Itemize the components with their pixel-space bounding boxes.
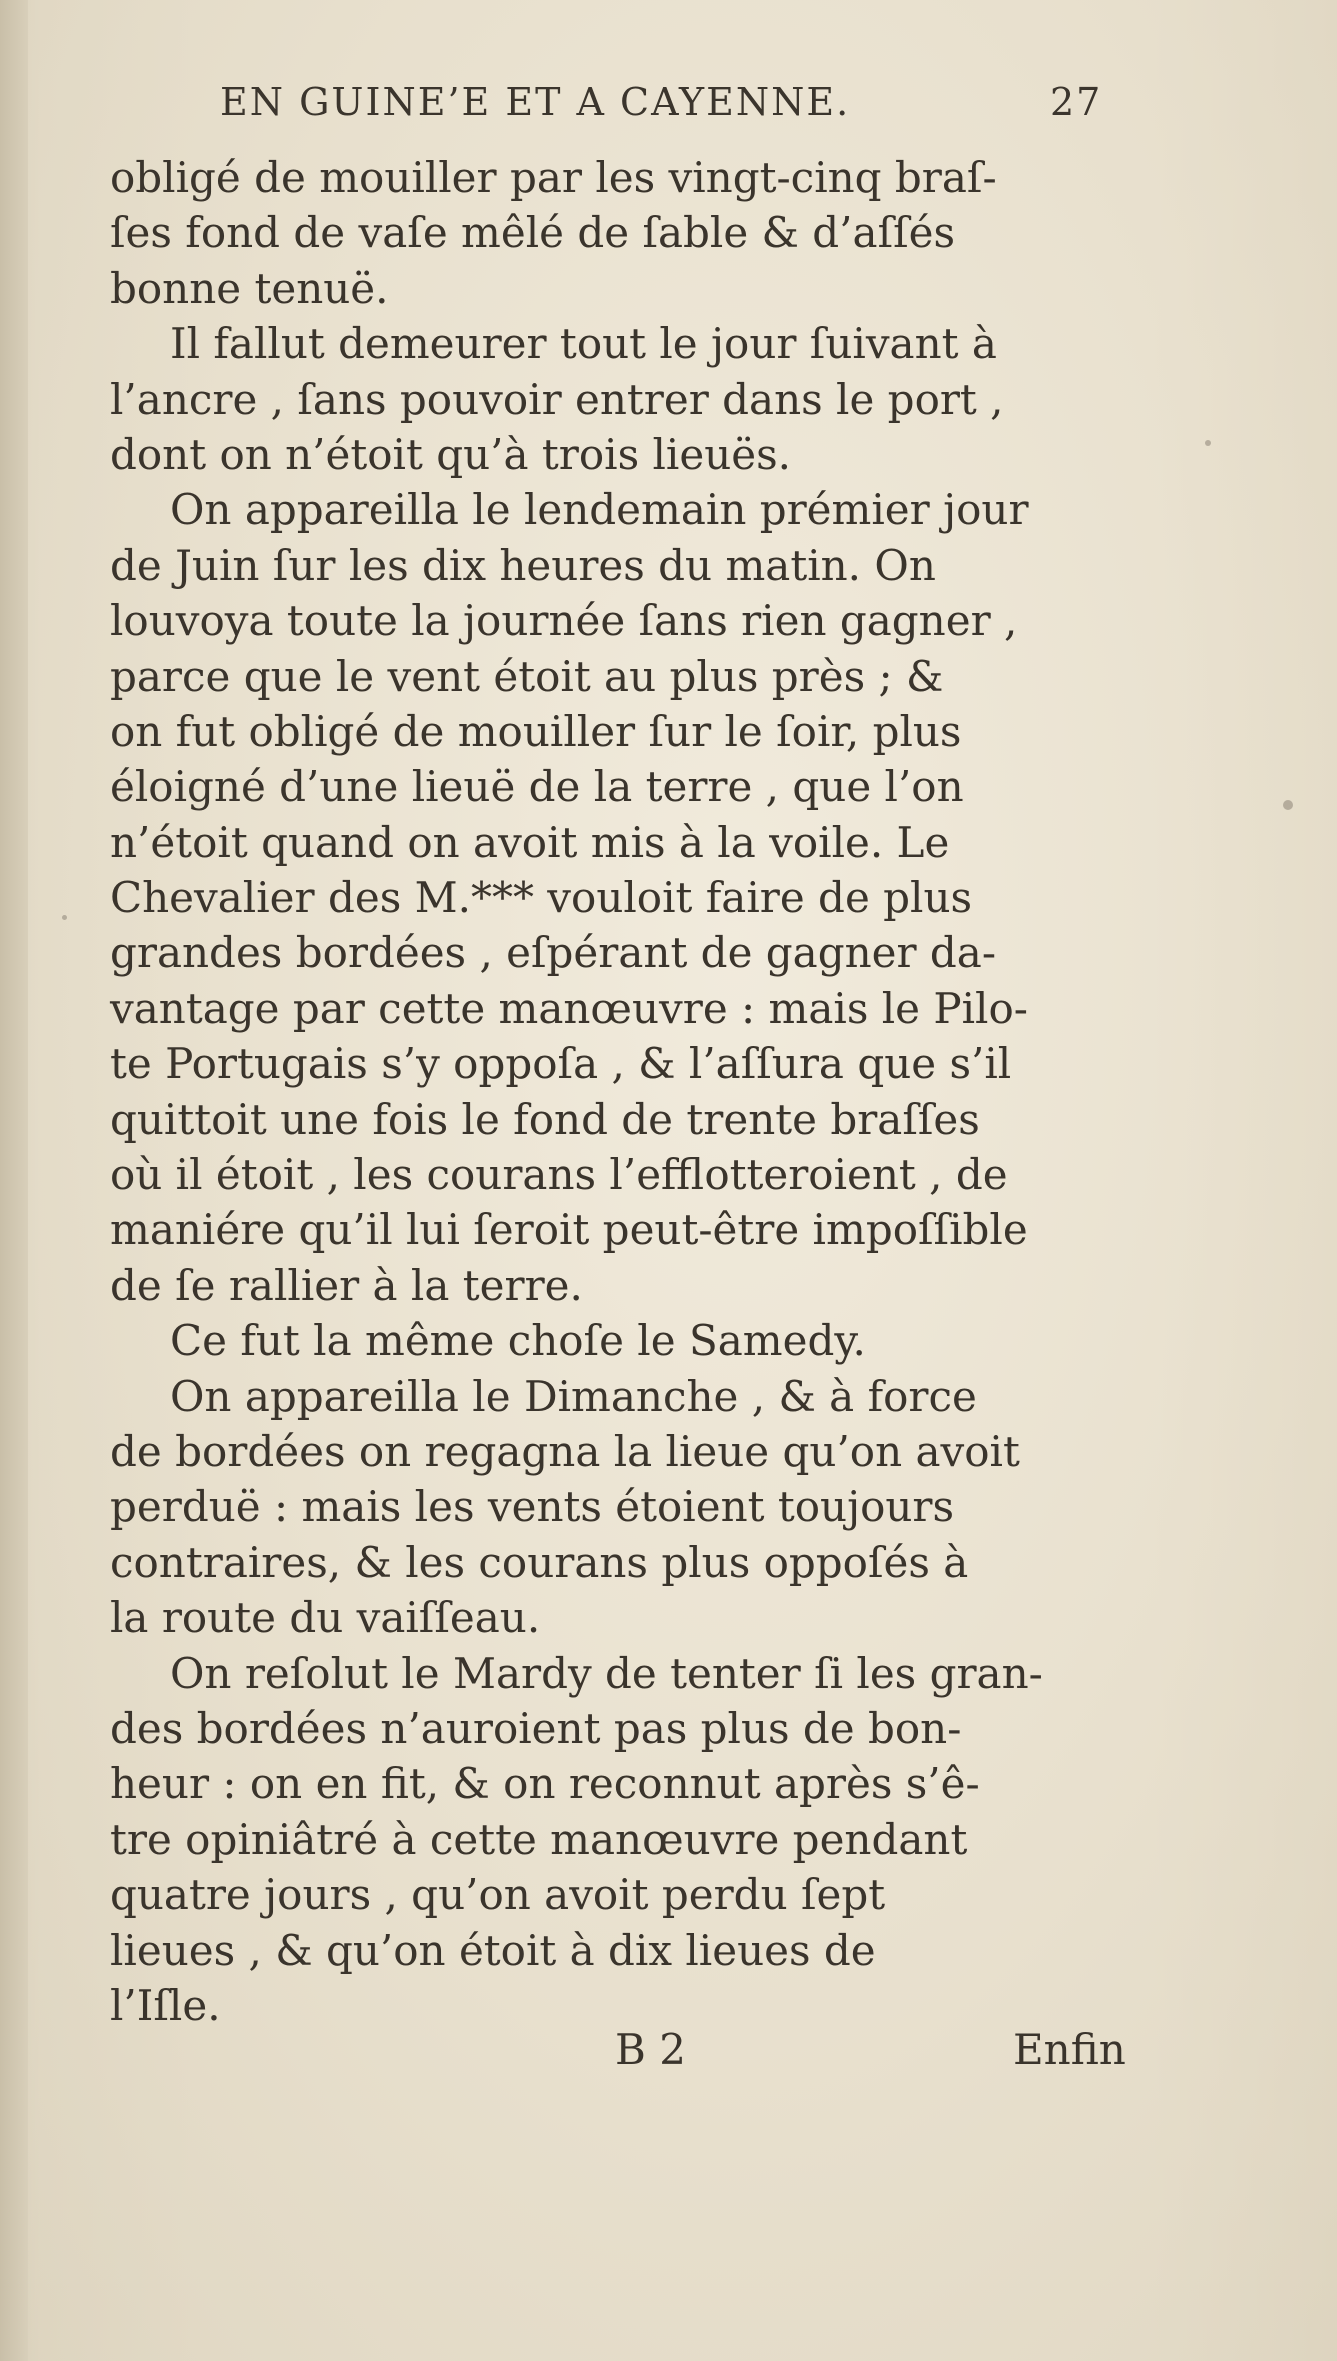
text-line: tre opiniâtré à cette manœuvre pendant xyxy=(110,1814,968,1864)
text-line: lieues , & qu’on étoit à dix lieues de xyxy=(110,1925,876,1975)
text-line: louvoya toute la journée ſans rien gagner , xyxy=(110,596,1018,646)
text-line: On appareilla le Dimanche , & à force xyxy=(170,1371,977,1421)
text-line: contraires, & les courans plus oppoſés à xyxy=(110,1537,969,1587)
text-line: On reſolut le Mardy de tenter ſi les gran- xyxy=(170,1648,1043,1698)
text-line: la route du vaiſſeau. xyxy=(110,1593,541,1643)
page-spine-shadow xyxy=(0,0,28,2361)
text-line: des bordées n’auroient pas plus de bon- xyxy=(110,1703,962,1753)
running-header xyxy=(220,80,1120,140)
text-line: on fut obligé de mouiller ſur le ſoir, plus xyxy=(110,706,962,756)
text-line: dont on n’étoit qu’à trois lieuës. xyxy=(110,429,792,479)
text-line: grandes bordées , eſpérant de gagner da- xyxy=(110,928,997,978)
running-title: EN GUINE’E ET A CAYENNE. xyxy=(220,80,851,124)
text-line: vantage par cette manœuvre : mais le Pilo- xyxy=(110,983,1028,1033)
text-line: perduë : mais les vents étoient toujours xyxy=(110,1482,955,1532)
text-line: Il fallut demeurer tout le jour ſuivant à xyxy=(170,319,997,369)
text-line: Chevalier des M.*** vouloit faire de plus xyxy=(110,873,973,923)
text-line: de ſe rallier à la terre. xyxy=(110,1260,583,1310)
page-number: 27 xyxy=(1050,80,1103,124)
paper-speck xyxy=(1205,440,1211,446)
text-line: On appareilla le lendemain prémier jour xyxy=(170,485,1029,535)
text-line: te Portugais s’y oppoſa , & l’aſſura que s’il xyxy=(110,1039,1012,1089)
signature-mark: B 2 xyxy=(615,2025,686,2074)
catchword: Enfin xyxy=(1013,2025,1126,2074)
text-line: heur : on en fit, & on reconnut après s’ê- xyxy=(110,1759,980,1809)
text-line: l’ancre , ſans pouvoir entrer dans le port , xyxy=(110,374,1004,424)
text-line: Ce fut la même choſe le Samedy. xyxy=(170,1316,866,1366)
page-footer xyxy=(0,2025,1337,2085)
text-line: quittoit une fois le fond de trente braſſes xyxy=(110,1094,980,1144)
text-line: éloigné d’une lieuë de la terre , que l’on xyxy=(110,762,964,812)
text-line: l’Iſle. xyxy=(110,1980,221,2030)
text-line: où il étoit , les courans l’efflotteroient , de xyxy=(110,1150,1008,1200)
text-line: n’étoit quand on avoit mis à la voile. Le xyxy=(110,817,950,867)
paper-speck xyxy=(62,915,67,920)
text-line: de bordées on regagna la lieue qu’on avoit xyxy=(110,1426,1020,1476)
text-line: quatre jours , qu’on avoit perdu ſept xyxy=(110,1870,886,1920)
text-line: bonne tenuë. xyxy=(110,263,389,313)
text-line: obligé de mouiller par les vingt-cinq braſ- xyxy=(110,153,997,202)
body-text xyxy=(110,150,1140,2033)
text-line: maniére qu’il lui ſeroit peut-être impoſſible xyxy=(110,1205,1028,1255)
text-line: ſes fond de vaſe mêlé de ſable & d’aſſés xyxy=(110,208,956,258)
text-line: parce que le vent étoit au plus près ; & xyxy=(110,651,944,701)
paper-speck xyxy=(1283,800,1293,810)
text-line: de Juin ſur les dix heures du matin. On xyxy=(110,540,936,590)
